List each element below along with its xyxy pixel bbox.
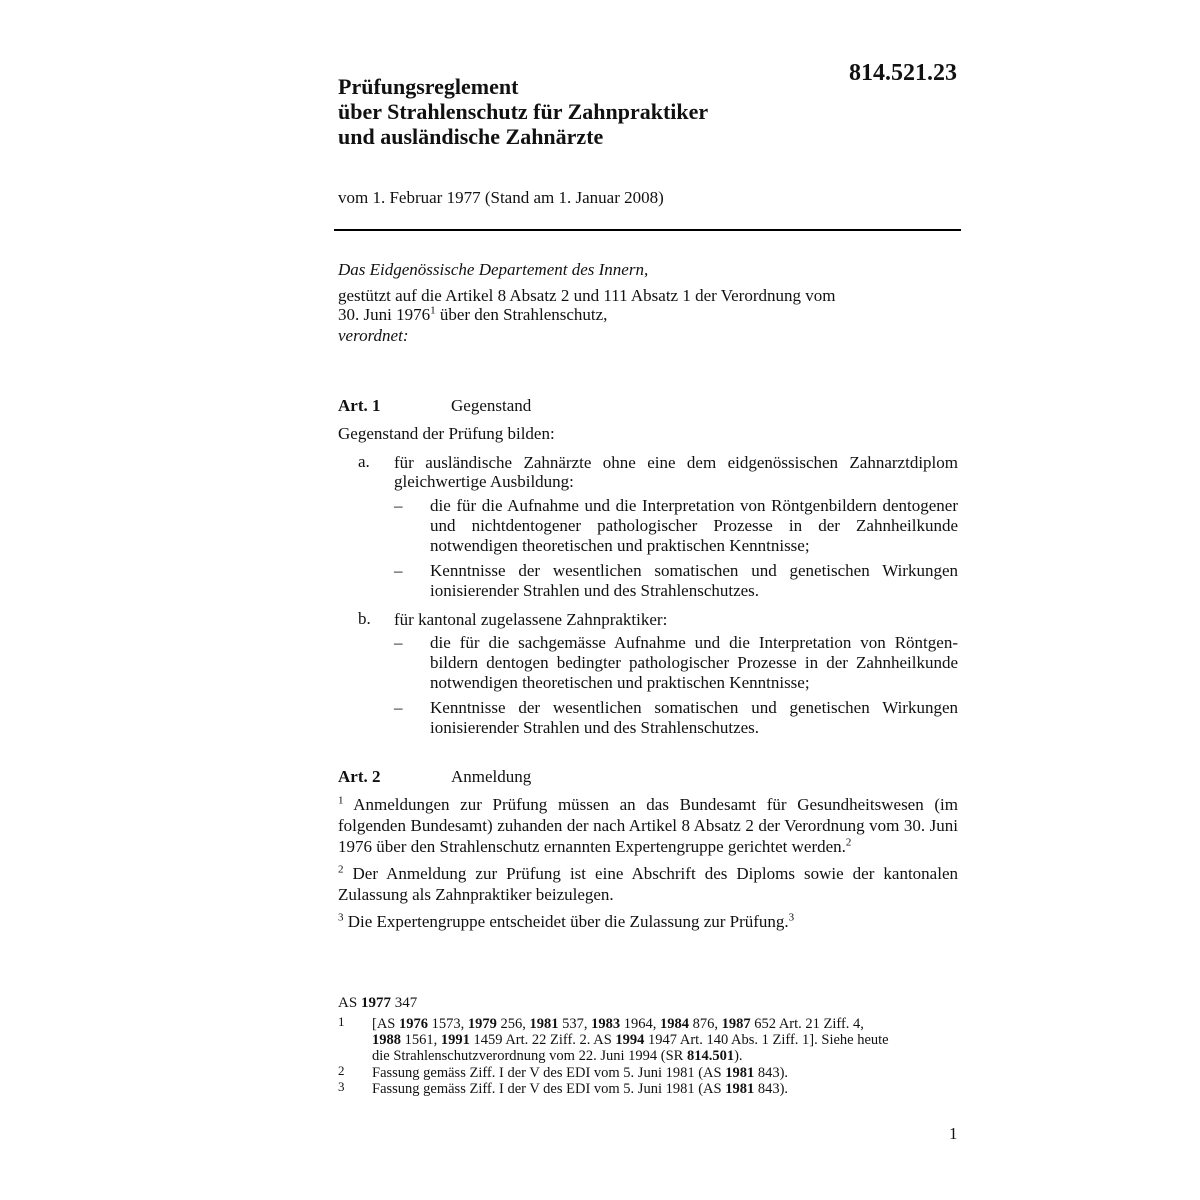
footnote-1-number: 1 <box>338 1014 345 1029</box>
list-item-b: für kantonal zugelassene Zahnpraktiker: <box>394 610 668 629</box>
preamble-authority: Das Eidgenössische Departement des Innern, <box>338 260 649 279</box>
list-item-a: für ausländische Zahnärzte ohne eine dem eidgenössischen Zahnarztdiplom gleichwertige Ausbildung: <box>394 453 958 491</box>
title-divider <box>334 229 961 231</box>
as-page: 347 <box>390 995 418 1011</box>
sr-number: 814.521.23 <box>849 60 957 86</box>
article-2-heading <box>338 767 531 787</box>
title-line-1: Prüfungsreglement <box>338 74 519 99</box>
footnote-ref-1[interactable]: 1 <box>430 304 436 317</box>
footnote-3-number: 3 <box>338 1079 345 1094</box>
document-title <box>338 74 898 149</box>
page-number: 1 <box>949 1124 958 1143</box>
paragraph-number: 1 <box>338 794 344 807</box>
as-prefix: AS <box>338 995 361 1011</box>
paragraph-text: Die Expertengruppe entscheidet über die Zulassung zur Prüfung. <box>343 912 789 931</box>
paragraph-text: Anmeldungen zur Prüfung müssen an das Bundesamt für Gesundheitswesen (im folgenden Bundesamt) zuhanden der nach Artikel 8 Absatz 2 der Verordnung vom 30. Juni 1976 über den Strahlenschutz ernannten Expertengruppe gerichtet werden. <box>338 795 958 856</box>
list-letter-a: a. <box>358 452 370 471</box>
list-item-b-bullet-2: Kenntnisse der wesentlichen somatischen und genetischen Wirkungen ionisierender Strahlen und des Strahlenschutzes. <box>430 698 958 737</box>
paragraph-number: 3 <box>338 911 344 924</box>
article-1-title: Gegenstand <box>451 396 532 415</box>
preamble-basis-line-2-end: über den Strahlenschutz, <box>435 305 608 324</box>
footnote-2-text: Fassung gemäss Ziff. I der V des EDI vom 5. Juni 1981 (AS 1981 843). <box>372 1065 789 1081</box>
article-2-number: Art. 2 <box>338 767 381 786</box>
title-line-2: über Strahlenschutz für Zahnpraktiker <box>338 99 709 124</box>
article-2-title: Anmeldung <box>451 767 532 786</box>
list-letter-b: b. <box>358 609 371 628</box>
dash-marker: – <box>394 561 403 580</box>
preamble-basis-line-2: 30. Juni 1976 <box>338 305 431 324</box>
preamble-decree: verordnet: <box>338 326 409 345</box>
footnote-ref-3[interactable]: 3 <box>788 911 795 924</box>
as-year: 1977 <box>360 995 391 1011</box>
dash-marker: – <box>394 633 403 652</box>
article-1-intro: Gegenstand der Prüfung bilden: <box>338 424 555 443</box>
footnote-1-text: [AS 1976 1573, 1979 256, 1981 537, 1983 1964, 1984 876, 1987 652 Art. 21 Ziff. 4, 1988 1561, 1991 1459 Art. 22 Ziff. 2. AS 1994 1947 Art. 140 Abs. 1 Ziff. 1]. Siehe heute die Strahlenschutzverordnung vom 22. Juni 1994 (SR 814.501). <box>372 1016 889 1064</box>
dash-marker: – <box>394 496 403 515</box>
paragraph-number: 2 <box>338 863 344 876</box>
list-item-a-bullet-2: Kenntnisse der wesentlichen somatischen und genetischen Wirkungen ionisierender Strahlen und des Strahlenschutzes. <box>430 561 958 600</box>
document-date: vom 1. Februar 1977 (Stand am 1. Januar 2008) <box>338 188 664 207</box>
list-item-b-bullet-1: die für die sachgemässe Aufnahme und die Interpretation von Röntgenbildern dentogen bedingter pathologischer Prozesse in der Zahnheilkunde notwendigen theoretischen und praktischen Kenntnisse; <box>430 633 958 692</box>
paragraph-text: Der Anmeldung zur Prüfung ist eine Abschrift des Diploms sowie der kantonalen Zulassung als Zahnpraktiker beizulegen. <box>338 864 958 904</box>
footnote-ref-2[interactable]: 2 <box>845 836 852 849</box>
as-reference <box>338 995 417 1012</box>
list-item-a-bullet-1: die für die Aufnahme und die Interpretation von Röntgenbildern dentogener und nichtdentogener pathologischer Prozesse in der Zahnheilkunde notwendigen theoretischen und praktischen Kenntnisse; <box>430 496 958 555</box>
footnote-2-number: 2 <box>338 1063 345 1078</box>
article-2-paragraph-1 <box>338 794 958 857</box>
article-2-paragraph-2 <box>338 863 958 905</box>
preamble <box>338 260 958 345</box>
preamble-basis <box>338 286 958 324</box>
article-2-paragraph-3 <box>338 911 958 932</box>
article-1-number: Art. 1 <box>338 396 381 415</box>
preamble-basis-line-1: gestützt auf die Artikel 8 Absatz 2 und 111 Absatz 1 der Verordnung vom <box>338 286 836 305</box>
dash-marker: – <box>394 698 403 717</box>
footnote-3-text: Fassung gemäss Ziff. I der V des EDI vom 5. Juni 1981 (AS 1981 843). <box>372 1081 789 1097</box>
article-1-heading <box>338 396 531 416</box>
title-line-3: und ausländische Zahnärzte <box>338 124 604 149</box>
